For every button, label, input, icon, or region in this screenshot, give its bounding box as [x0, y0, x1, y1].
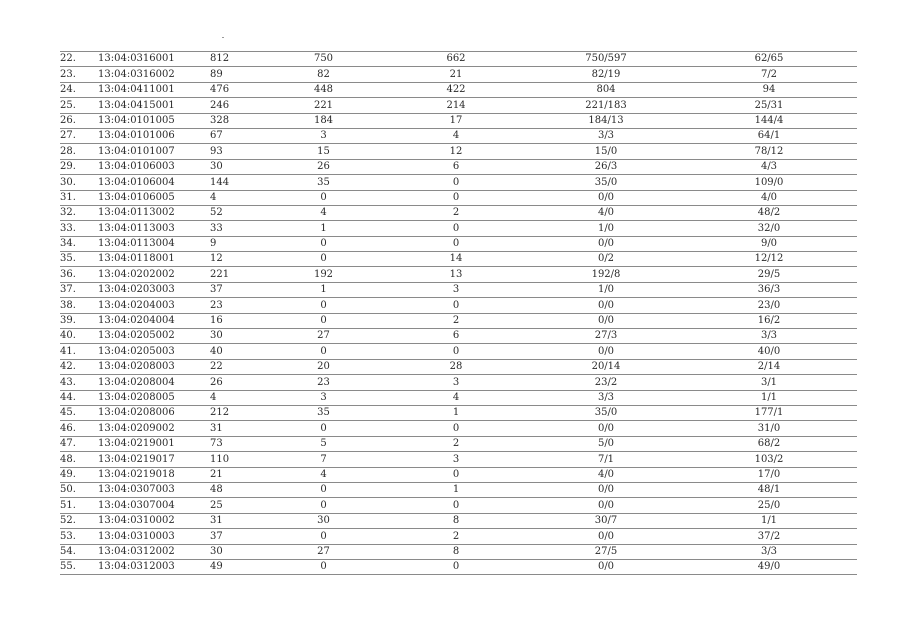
- cadastral-id-cell: 13:04:0205003: [98, 344, 210, 359]
- cadastral-id-cell: 13:04:0307004: [98, 498, 210, 513]
- value-a-cell: 12: [210, 252, 266, 267]
- value-b-cell: 4: [266, 205, 381, 220]
- value-c-cell: 14: [381, 252, 531, 267]
- cadastral-id-cell: 13:04:0209002: [98, 421, 210, 436]
- value-d-cell: 0/0: [531, 482, 681, 497]
- value-c-cell: 4: [381, 390, 531, 405]
- value-a-cell: 812: [210, 52, 266, 67]
- value-a-cell: 16: [210, 313, 266, 328]
- cadastral-id-cell: 13:04:0118001: [98, 252, 210, 267]
- value-b-cell: 26: [266, 159, 381, 174]
- value-a-cell: 144: [210, 175, 266, 190]
- row-number-cell: 36.: [60, 267, 98, 282]
- value-c-cell: 2: [381, 529, 531, 544]
- row-number-cell: 37.: [60, 282, 98, 297]
- value-e-cell: 1/1: [681, 390, 857, 405]
- value-a-cell: 212: [210, 405, 266, 420]
- value-b-cell: 0: [266, 498, 381, 513]
- table-row: [60, 329, 857, 344]
- value-b-cell: 0: [266, 298, 381, 313]
- value-d-cell: 0/0: [531, 559, 681, 574]
- value-d-cell: 0/0: [531, 298, 681, 313]
- cadastral-id-cell: 13:04:0208004: [98, 375, 210, 390]
- value-c-cell: 6: [381, 329, 531, 344]
- cadastral-id-cell: 13:04:0312003: [98, 559, 210, 574]
- value-d-cell: 7/1: [531, 452, 681, 467]
- value-b-cell: 0: [266, 344, 381, 359]
- table-row: [60, 221, 857, 236]
- value-b-cell: 448: [266, 82, 381, 97]
- value-b-cell: 3: [266, 128, 381, 143]
- cadastral-id-cell: 13:04:0307003: [98, 482, 210, 497]
- value-d-cell: 35/0: [531, 405, 681, 420]
- row-number-cell: 45.: [60, 405, 98, 420]
- table-row: [60, 467, 857, 482]
- value-a-cell: 93: [210, 144, 266, 159]
- value-e-cell: 109/0: [681, 175, 857, 190]
- value-d-cell: 4/0: [531, 205, 681, 220]
- row-number-cell: 50.: [60, 482, 98, 497]
- cadastral-id-cell: 13:04:0204004: [98, 313, 210, 328]
- value-b-cell: 27: [266, 329, 381, 344]
- value-b-cell: 192: [266, 267, 381, 282]
- value-e-cell: 3/3: [681, 544, 857, 559]
- row-number-cell: 24.: [60, 82, 98, 97]
- table-row: [60, 359, 857, 374]
- table-row: [60, 452, 857, 467]
- row-number-cell: 25.: [60, 98, 98, 113]
- value-b-cell: 3: [266, 390, 381, 405]
- cadastral-id-cell: 13:04:0219017: [98, 452, 210, 467]
- row-number-cell: 48.: [60, 452, 98, 467]
- row-number-cell: 51.: [60, 498, 98, 513]
- row-number-cell: 39.: [60, 313, 98, 328]
- value-a-cell: 30: [210, 329, 266, 344]
- document-page: [60, 51, 857, 575]
- table-row: [60, 544, 857, 559]
- value-a-cell: 31: [210, 421, 266, 436]
- value-a-cell: 21: [210, 467, 266, 482]
- cadastral-id-cell: 13:04:0113004: [98, 236, 210, 251]
- table-row: [60, 267, 857, 282]
- table-row: [60, 421, 857, 436]
- table-row: [60, 390, 857, 405]
- value-e-cell: 16/2: [681, 313, 857, 328]
- value-b-cell: 0: [266, 313, 381, 328]
- value-d-cell: 35/0: [531, 175, 681, 190]
- row-number-cell: 26.: [60, 113, 98, 128]
- value-b-cell: 0: [266, 252, 381, 267]
- row-number-cell: 41.: [60, 344, 98, 359]
- value-c-cell: 0: [381, 421, 531, 436]
- row-number-cell: 49.: [60, 467, 98, 482]
- value-b-cell: 20: [266, 359, 381, 374]
- value-b-cell: 23: [266, 375, 381, 390]
- row-number-cell: 43.: [60, 375, 98, 390]
- value-d-cell: 192/8: [531, 267, 681, 282]
- value-a-cell: 9: [210, 236, 266, 251]
- value-d-cell: 0/0: [531, 190, 681, 205]
- row-number-cell: 38.: [60, 298, 98, 313]
- value-e-cell: 31/0: [681, 421, 857, 436]
- value-b-cell: 4: [266, 467, 381, 482]
- value-e-cell: 36/3: [681, 282, 857, 297]
- cadastral-id-cell: 13:04:0205002: [98, 329, 210, 344]
- value-c-cell: 0: [381, 190, 531, 205]
- value-c-cell: 0: [381, 236, 531, 251]
- value-d-cell: 0/0: [531, 421, 681, 436]
- value-d-cell: 23/2: [531, 375, 681, 390]
- table-row: [60, 113, 857, 128]
- value-e-cell: 64/1: [681, 128, 857, 143]
- row-number-cell: 40.: [60, 329, 98, 344]
- value-a-cell: 26: [210, 375, 266, 390]
- table-row: [60, 513, 857, 528]
- value-d-cell: 1/0: [531, 282, 681, 297]
- cadastral-data-table: [60, 51, 857, 575]
- value-b-cell: 35: [266, 405, 381, 420]
- value-a-cell: 246: [210, 98, 266, 113]
- value-c-cell: 3: [381, 282, 531, 297]
- value-a-cell: 37: [210, 529, 266, 544]
- cadastral-id-cell: 13:04:0316002: [98, 67, 210, 82]
- value-d-cell: 1/0: [531, 221, 681, 236]
- value-e-cell: 32/0: [681, 221, 857, 236]
- table-row: [60, 52, 857, 67]
- row-number-cell: 32.: [60, 205, 98, 220]
- row-number-cell: 22.: [60, 52, 98, 67]
- value-d-cell: 221/183: [531, 98, 681, 113]
- cadastral-id-cell: 13:04:0415001: [98, 98, 210, 113]
- cadastral-id-cell: 13:04:0219018: [98, 467, 210, 482]
- row-number-cell: 47.: [60, 436, 98, 451]
- value-d-cell: 804: [531, 82, 681, 97]
- table-row: [60, 236, 857, 251]
- table-row: [60, 252, 857, 267]
- row-number-cell: 42.: [60, 359, 98, 374]
- cadastral-id-cell: 13:04:0101006: [98, 128, 210, 143]
- cadastral-id-cell: 13:04:0106003: [98, 159, 210, 174]
- table-body: [60, 52, 857, 575]
- value-e-cell: 25/31: [681, 98, 857, 113]
- value-c-cell: 6: [381, 159, 531, 174]
- value-d-cell: 184/13: [531, 113, 681, 128]
- value-a-cell: 25: [210, 498, 266, 513]
- value-a-cell: 33: [210, 221, 266, 236]
- table-row: [60, 344, 857, 359]
- value-c-cell: 214: [381, 98, 531, 113]
- value-d-cell: 0/2: [531, 252, 681, 267]
- table-row: [60, 298, 857, 313]
- cadastral-id-cell: 13:04:0106005: [98, 190, 210, 205]
- row-number-cell: 31.: [60, 190, 98, 205]
- row-number-cell: 52.: [60, 513, 98, 528]
- table-row: [60, 159, 857, 174]
- value-e-cell: 29/5: [681, 267, 857, 282]
- value-e-cell: 103/2: [681, 452, 857, 467]
- row-number-cell: 30.: [60, 175, 98, 190]
- table-row: [60, 482, 857, 497]
- value-c-cell: 0: [381, 559, 531, 574]
- cadastral-id-cell: 13:04:0411001: [98, 82, 210, 97]
- value-e-cell: 40/0: [681, 344, 857, 359]
- table-row: [60, 405, 857, 420]
- value-d-cell: 4/0: [531, 467, 681, 482]
- value-e-cell: 62/65: [681, 52, 857, 67]
- value-e-cell: 2/14: [681, 359, 857, 374]
- value-b-cell: 0: [266, 559, 381, 574]
- value-e-cell: 1/1: [681, 513, 857, 528]
- value-c-cell: 21: [381, 67, 531, 82]
- value-a-cell: 52: [210, 205, 266, 220]
- value-e-cell: 144/4: [681, 113, 857, 128]
- value-e-cell: 37/2: [681, 529, 857, 544]
- value-c-cell: 2: [381, 205, 531, 220]
- value-e-cell: 4/0: [681, 190, 857, 205]
- value-c-cell: 0: [381, 221, 531, 236]
- cadastral-id-cell: 13:04:0204003: [98, 298, 210, 313]
- value-b-cell: 35: [266, 175, 381, 190]
- value-b-cell: 15: [266, 144, 381, 159]
- value-e-cell: 78/12: [681, 144, 857, 159]
- value-e-cell: 25/0: [681, 498, 857, 513]
- value-c-cell: 17: [381, 113, 531, 128]
- table-row: [60, 313, 857, 328]
- table-row: [60, 67, 857, 82]
- value-a-cell: 30: [210, 159, 266, 174]
- value-e-cell: 94: [681, 82, 857, 97]
- value-a-cell: 31: [210, 513, 266, 528]
- cadastral-id-cell: 13:04:0203003: [98, 282, 210, 297]
- value-a-cell: 40: [210, 344, 266, 359]
- value-e-cell: 23/0: [681, 298, 857, 313]
- row-number-cell: 44.: [60, 390, 98, 405]
- table-row: [60, 175, 857, 190]
- value-d-cell: 26/3: [531, 159, 681, 174]
- value-c-cell: 8: [381, 544, 531, 559]
- value-d-cell: 15/0: [531, 144, 681, 159]
- value-c-cell: 0: [381, 344, 531, 359]
- value-a-cell: 221: [210, 267, 266, 282]
- value-a-cell: 49: [210, 559, 266, 574]
- table-row: [60, 190, 857, 205]
- table-row: [60, 128, 857, 143]
- value-a-cell: 48: [210, 482, 266, 497]
- value-b-cell: 221: [266, 98, 381, 113]
- value-d-cell: 3/3: [531, 390, 681, 405]
- value-a-cell: 37: [210, 282, 266, 297]
- value-d-cell: 27/5: [531, 544, 681, 559]
- value-d-cell: 750/597: [531, 52, 681, 67]
- value-c-cell: 2: [381, 436, 531, 451]
- table-row: [60, 375, 857, 390]
- value-a-cell: 476: [210, 82, 266, 97]
- value-c-cell: 3: [381, 452, 531, 467]
- value-e-cell: 12/12: [681, 252, 857, 267]
- value-d-cell: 0/0: [531, 313, 681, 328]
- row-number-cell: 27.: [60, 128, 98, 143]
- value-e-cell: 7/2: [681, 67, 857, 82]
- value-e-cell: 68/2: [681, 436, 857, 451]
- value-c-cell: 13: [381, 267, 531, 282]
- value-b-cell: 5: [266, 436, 381, 451]
- value-c-cell: 12: [381, 144, 531, 159]
- value-b-cell: 30: [266, 513, 381, 528]
- value-b-cell: 82: [266, 67, 381, 82]
- value-e-cell: 49/0: [681, 559, 857, 574]
- cadastral-id-cell: 13:04:0202002: [98, 267, 210, 282]
- value-a-cell: 23: [210, 298, 266, 313]
- row-number-cell: 46.: [60, 421, 98, 436]
- table-row: [60, 559, 857, 574]
- cadastral-id-cell: 13:04:0316001: [98, 52, 210, 67]
- value-d-cell: 30/7: [531, 513, 681, 528]
- cadastral-id-cell: 13:04:0208006: [98, 405, 210, 420]
- value-c-cell: 1: [381, 405, 531, 420]
- cadastral-id-cell: 13:04:0310002: [98, 513, 210, 528]
- row-number-cell: 33.: [60, 221, 98, 236]
- table-row: [60, 98, 857, 113]
- value-e-cell: 3/1: [681, 375, 857, 390]
- value-c-cell: 4: [381, 128, 531, 143]
- value-b-cell: 27: [266, 544, 381, 559]
- value-b-cell: 0: [266, 421, 381, 436]
- value-e-cell: 17/0: [681, 467, 857, 482]
- value-a-cell: 89: [210, 67, 266, 82]
- row-number-cell: 28.: [60, 144, 98, 159]
- value-b-cell: 184: [266, 113, 381, 128]
- row-number-cell: 55.: [60, 559, 98, 574]
- cadastral-id-cell: 13:04:0312002: [98, 544, 210, 559]
- value-a-cell: 30: [210, 544, 266, 559]
- value-c-cell: 1: [381, 482, 531, 497]
- value-e-cell: 177/1: [681, 405, 857, 420]
- row-number-cell: 23.: [60, 67, 98, 82]
- row-number-cell: 53.: [60, 529, 98, 544]
- value-a-cell: 110: [210, 452, 266, 467]
- value-c-cell: 0: [381, 498, 531, 513]
- cadastral-id-cell: 13:04:0208003: [98, 359, 210, 374]
- table-row: [60, 436, 857, 451]
- scan-speck: [222, 37, 224, 38]
- value-a-cell: 67: [210, 128, 266, 143]
- row-number-cell: 35.: [60, 252, 98, 267]
- value-d-cell: 0/0: [531, 529, 681, 544]
- value-e-cell: 9/0: [681, 236, 857, 251]
- cadastral-id-cell: 13:04:0101005: [98, 113, 210, 128]
- value-d-cell: 0/0: [531, 498, 681, 513]
- value-c-cell: 0: [381, 467, 531, 482]
- value-a-cell: 22: [210, 359, 266, 374]
- value-b-cell: 7: [266, 452, 381, 467]
- cadastral-id-cell: 13:04:0113002: [98, 205, 210, 220]
- value-e-cell: 48/1: [681, 482, 857, 497]
- cadastral-id-cell: 13:04:0208005: [98, 390, 210, 405]
- table-row: [60, 205, 857, 220]
- value-b-cell: 750: [266, 52, 381, 67]
- value-d-cell: 0/0: [531, 236, 681, 251]
- row-number-cell: 54.: [60, 544, 98, 559]
- value-b-cell: 0: [266, 482, 381, 497]
- table-row: [60, 529, 857, 544]
- row-number-cell: 29.: [60, 159, 98, 174]
- cadastral-id-cell: 13:04:0219001: [98, 436, 210, 451]
- value-b-cell: 1: [266, 282, 381, 297]
- value-c-cell: 662: [381, 52, 531, 67]
- value-d-cell: 20/14: [531, 359, 681, 374]
- value-b-cell: 1: [266, 221, 381, 236]
- value-c-cell: 3: [381, 375, 531, 390]
- row-number-cell: 34.: [60, 236, 98, 251]
- value-c-cell: 0: [381, 298, 531, 313]
- value-c-cell: 28: [381, 359, 531, 374]
- value-c-cell: 8: [381, 513, 531, 528]
- cadastral-id-cell: 13:04:0101007: [98, 144, 210, 159]
- value-c-cell: 0: [381, 175, 531, 190]
- value-e-cell: 3/3: [681, 329, 857, 344]
- value-e-cell: 4/3: [681, 159, 857, 174]
- table-row: [60, 282, 857, 297]
- value-e-cell: 48/2: [681, 205, 857, 220]
- cadastral-id-cell: 13:04:0113003: [98, 221, 210, 236]
- value-d-cell: 3/3: [531, 128, 681, 143]
- value-b-cell: 0: [266, 190, 381, 205]
- table-row: [60, 498, 857, 513]
- value-a-cell: 328: [210, 113, 266, 128]
- value-c-cell: 422: [381, 82, 531, 97]
- value-c-cell: 2: [381, 313, 531, 328]
- value-a-cell: 4: [210, 190, 266, 205]
- value-a-cell: 4: [210, 390, 266, 405]
- value-d-cell: 27/3: [531, 329, 681, 344]
- cadastral-id-cell: 13:04:0310003: [98, 529, 210, 544]
- value-a-cell: 73: [210, 436, 266, 451]
- value-d-cell: 82/19: [531, 67, 681, 82]
- table-row: [60, 82, 857, 97]
- value-b-cell: 0: [266, 529, 381, 544]
- table-row: [60, 144, 857, 159]
- value-b-cell: 0: [266, 236, 381, 251]
- value-d-cell: 5/0: [531, 436, 681, 451]
- value-d-cell: 0/0: [531, 344, 681, 359]
- cadastral-id-cell: 13:04:0106004: [98, 175, 210, 190]
